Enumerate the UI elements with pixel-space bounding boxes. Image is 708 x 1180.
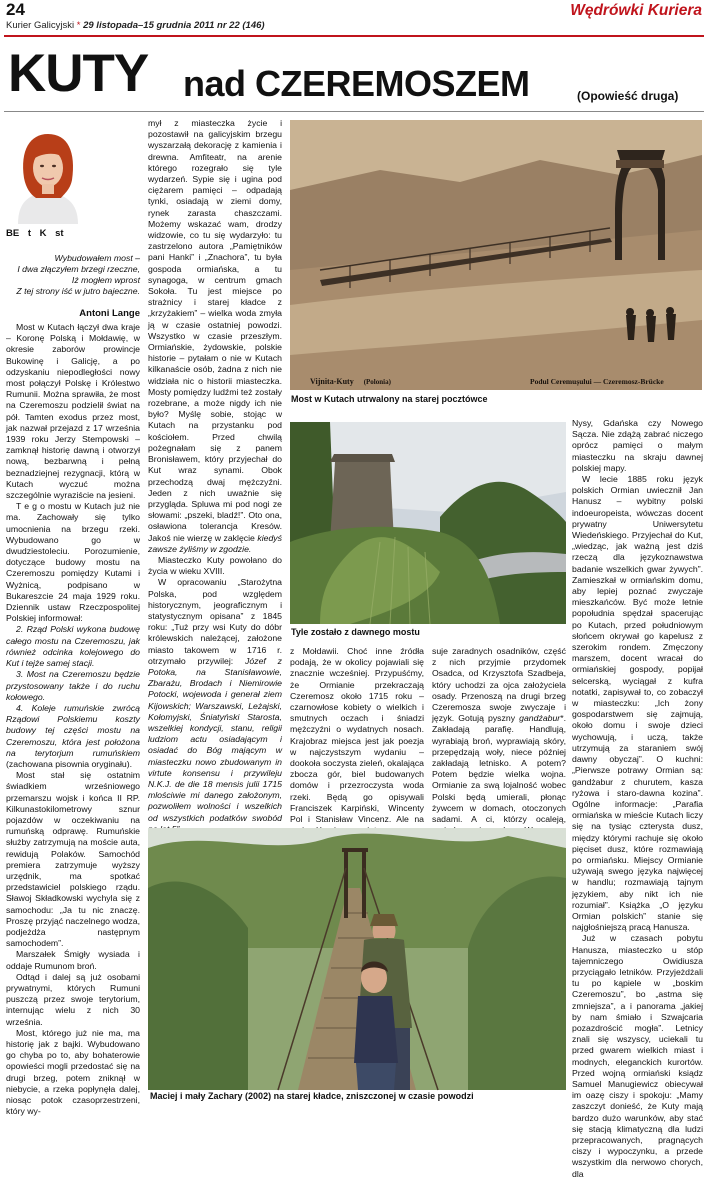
bridge-remains-photo — [290, 422, 566, 624]
dish-name: gandżabur — [515, 713, 561, 724]
article-column-4 — [432, 646, 566, 828]
headline-rest: nad CZEREMOSZEM — [183, 63, 530, 104]
paragraph — [432, 646, 566, 848]
quoted-text: kiedyś zawsze żyliśmy w zgodzie. — [148, 532, 282, 554]
remains-caption: Tyle zostało z dawnego mostu — [291, 627, 420, 637]
headline-kuty: KUTY — [8, 44, 149, 103]
paragraph — [148, 577, 282, 835]
article-column-2 — [148, 118, 282, 826]
paragraph: Most stał się ostatnim świadkiem wrześniowego przemarszu wojsk i końca II RP. Kilkunastokilometrowy sznur pojazdów w oczekiwaniu na rumuńską odprawę. Rumuńskie służby zatrzymują na moście auta, rewidują Polaków. Samochód premiera zatrzymuje wyższy urzędnik, ma spotkać przedstawiciel polskiego rządu. Sławoj Składkowski wychyla się z samochodu: „Ja tu nic znaczę. Proszę przyjąć naczelnego wodza, podjeżdża następnym samochodem”. — [6, 770, 140, 949]
epigraph-line: Z tej strony iść w jutro bajeczne. — [16, 286, 140, 296]
separator-star: * — [76, 20, 81, 31]
postcard-label — [310, 377, 391, 386]
paragraph: Marszałek Śmigły wysiada i oddaje Rumunom broń. — [6, 949, 140, 971]
postcard-caption: Most w Kutach utrwalony na starej pocztówce — [291, 394, 488, 404]
author-name: BE t K st — [6, 228, 64, 239]
paragraph: Nysy, Gdańska czy Nowego Sącza. Nie zdążą zabrać niczego oprócz pamięci o małym miasteczku na skraju dawnej polskiej mapy. — [572, 418, 703, 473]
footbridge-caption: Maciej i mały Zachary (2002) na starej kładce, zniszczonej w czasie powodzi — [150, 1091, 474, 1101]
postcard-label-country: (Polonia) — [363, 378, 391, 386]
header-rule — [4, 35, 704, 37]
postcard-label-place: Vijnita-Kuty — [310, 377, 354, 386]
postcard-label-bridge: Podul Ceremușului — Czeremosz-Brücke — [530, 377, 664, 386]
quoted-paragraph: 3. Most na Czeremoszu będzie przystosowany także i do ruchu kołowego. — [6, 669, 140, 702]
quoted-text: 4. Koleje rumuńskie zwrócą Rządowi Polskiemu koszty budowy tej części mostu na Czeremoszu, która jest położona na terytorjum rumuńskiem — [6, 702, 140, 758]
page-number: 24 — [6, 0, 25, 19]
article-column-3 — [290, 646, 424, 828]
epigraph-line: Iż mogłem wprost — [71, 275, 140, 285]
paragraph-text: *. Zakładają parafię. Handlują, wyrabiają broń, wyprawiają skóry, przepędzają woły, niece później zakładają letnisko. A potem? Potem będzie wielka wojna. Ormianie za swą lojalność wobec Polski będą umierali, płonąc żywcem w domach, otoczonych sadami. A ci, którzy ocaleją, — [432, 713, 566, 825]
paragraph: W lecie 1885 roku język polskich Ormian uwiecznił Jan Hanusz – wybitny polski indoeuropeista, wówczas docent prywatny Uniwersytetu Wiedeńskiego. Przyjechał do Kut, „wiedząc, jak ważną jest dziś rzeczą dla językoznawstwa badanie wszelkich gwar żywych”. Zamieszkał w ormiańskim domu, aby lepiej poznać zwyczaje mieszkańców. Być może letnie popołudnia spędzał spacerując po Kutach, przed południowym słońcem okrywał go kapelusz z szerokim rondem. Zmęczony marszem, docent wracał do ormiańskiej gospody, popijał selcerską, wyciągał z kufra notatki, zapisywał to, co zobaczył w miasteczku: „Ich żony gospodarstwem się zajmują, około domu i swoje dzieci wychowują, i uczą, także utrzymują za staraniem swój dawny obyczaj”. O kuchni: „Pierwsze potrawy Ormian są: gandżabur z churutem, kasza ryżowa i staro-dawna kozina”. Ogólne informacje: „Parafia ormiańska w mieście Kutach liczy się na tysiąc czterysta dusz, między którymi rachuje się około pięciset dusz, które rozmawiają po ormiańsku. Miejscy Ormianie używają swego języka najwięcej w handlu; rozmawiają tajnym językiem, aby nikt ich nie rozumiał”. Książka „O języku Ormian polskich” stanie się najgłośniejszą pracą Hanusza. — [572, 474, 703, 933]
footbridge-photo — [148, 828, 566, 1090]
paragraph — [148, 118, 282, 555]
publication-line — [6, 20, 265, 31]
paragraph: Most, którego już nie ma, ma historię jak z bajki. Wybudowano go chyba po to, aby bohaterowie opowieści mogli przedostać się na drugi brzeg, potem zniknął w niebycie, a rzeka popłynęła dalej, niosąc potok czasoprzestrzeni, który wy- — [6, 1027, 140, 1117]
paragraph-text: suje zaradnych osadników, część z nich przyjmie przydomek Osadca, od Krzysztofa Szadbeja, który uchodzi za ojca założyciela osady. Przenoszą na drugi brzeg Czeremosza swoje zwyczaje i język. Gotują pyszny — [432, 646, 566, 724]
paragraph: z Mołdawii. Choć inne źródła podają, że w okolicy pojawiali się znacznie wcześniej. Przypuśćmy, że Ormianie przekraczają Czeremosz około 1715 roku – czarnowłose kobiety o wielkich i smutnych oczach i śniadzi mężczyźni o wydatnych nosach. Krajobraz miejsca jest jak poezja w najczystszym wydaniu – dookoła soczysta zieleń, okalająca zboczа gór, biel budowanych domów i przezroczysta woda rzeki. Będą go opisywali Franciszek Karpiński, Wincenty Pol i Stanisław Vincenz. Ale na — [290, 646, 424, 825]
paragraph: Już w czasach pobytu Hanusza, miasteczko u stóp tajemniczego Owidiusza przyciągało letników. Przyjeżdżali tu po kąpiele w „boskim Czeremoszu”, bo „astma się zmniejsza”, a i panorama „jakiej by nam śmiało i Szwajcaria pozazdrościć mogła”. Letnicy znali się wszyscy, uciekali tu przed gwarem wielkich miast i modnych, eleganckich kurortów. Przed wojną ormiański ksiądz Samuel Manugiewicz obiecywał im oazę ciszy i spokoju: „Mamy zaszczyt donieść, że Kuty mają bardzo dużo warunków, aby stać się stacją klimatyczną dla ludzi przepracowanych, pragnących ciszy i wypoczynku, a przede wszystkim dla nerwowo chorych, dla — [572, 933, 703, 1179]
author-photo — [6, 128, 88, 224]
section-title: Wędrówki Kuriera — [570, 2, 702, 19]
paragraph: Odtąd i dalej są już osobami prywatnymi, których Rumuni puszczą przez swoje terytorium, internując wielu z nich 30 września. — [6, 971, 140, 1027]
paragraph: T e g o mostu w Kutach już nie ma. Zachowały się tylko umocnienia na brzegu rzeki. Wybudowano go w dwudziestoleciu. Porozumienie, dotyczące budowy mostu na Czeremoszu pomiędzy Kutami i Wyżnicą, podpisano w Bukareszcie 24 maja 1929 roku. Dziennik ustaw Rzeczpospolitej Polskiej informował: — [6, 501, 140, 624]
paragraph: Most w Kutach łączył dwa kraje – Koronę Polską i Mołdawię, w okresie zaborów prowincje Bukowinę i Galicję, a po odzyskaniu niepodległości nowy most połączył Polskę i Królestwo Rumunii. Można sprawiła, że most na Czeremoszu podzielił świat na pół. Tamten exodus przez most, jak nazwał przejazd z 17 września 1939 roku Jerzy Stempowski – zamknął historię dawną i otworzył nową, bezbarwną i pełną beznadziejnej rezygnacji, którą w Kutach wyczuć można szczególnie wyraziście na jesieni. — [6, 322, 140, 501]
title-rule — [4, 111, 704, 112]
quoted-paragraph — [6, 703, 140, 770]
epigraph-line: Wybudowałem most – — [54, 253, 140, 263]
paragraph-text: mył z miasteczka życie i pozostawił na galicyjskim brzegu wyszarzałą dekorację z kamienia i drewna. Amfiteatr, na arenie którego rozegrało się tyle wydarzeń. Sypie się i ugina pod ciężarem pamięci – odpadają tynki, osiadają w ziemi domy, rynek zarasta chaszczami. Możemy wskazać wam, drodzy widzowie, co tu się wydarzyło: tu zastrzelono autora „Pamiętników pani Hanki” i „Znachora”, tu była gospoda ormiańska, a tu synagoga, w centrum gmach Sokoła. Tu jest miejsce po strażnicy i starej kładce z „krzyżakiem” – wielka woda zmyła ją w czasie ostatniej powodzi. Wszystko w czasie przeszłym. Ormiańskie, żydowskie, polskie historie – pytałam o nie w Kutach kilkanaście osób, żadna z nich nie widziała nic o historii miasteczka. Mosty pomiędzy ludźmi też zostały rozebrane, a może nigdy ich nie było? Myślę sobie, stojąc w Kutach na przystanku pod kościołem. Przed chwilą pożegnałam się z panem Bronisławem, który przyjechał do Kut wraz synami. Obok przechodzą dwaj mężczyźni. Jeden z nich uważnie się przygląda. Spluwa mi pod nogi ze słowami: „pszeki, bladź!”. Oto ona, osławiona tolerancja Kresów. Jakoś nie wierzę w zaklęcie — [148, 118, 282, 543]
note-text: (zachowana pisownia oryginału). — [6, 758, 133, 769]
quoted-paragraph: 2. Rząd Polski wykona budowę całego mostu na Czeremoszu, jak również odcinka kolejowego do Kut i tejże samej stacji. — [6, 624, 140, 669]
quoted-text: Józef z Potoka, na Stanisławowie, Zbarażu, Brodach i Niemirowie Potocki, wojewoda i generał ziem Kijowskich; Warszawski, Leżajski, Kołomyjski, Śniatyński Starosta, wszelkiej kondycji, stanu, religii ludziom actu osiadającym i osiadać do Bóg mającym w miasteczku nowo zbudowanym in virtute konsensu i przywileju N.K.J. de die 18 mensis julii 1715 mlościwie mi danego założonym, pozwoliłem wolności i wszelkich od wszystkich podatków swobód — [148, 655, 282, 823]
paragraph-text: W opracowaniu „Starożytna Polska, pod względem historycznym, jeograficznym i statystycznym opisana” z 1845 roku: „Tuż przy wsi Kuty do dóbr królewskich należącej, założone miasto takowem w 1716 r. otrzymało przywilej: — [148, 577, 282, 666]
headline-subtitle: (Opowieść druga) — [577, 89, 679, 103]
epigraph — [6, 253, 140, 297]
postcard-photo — [290, 120, 702, 390]
epigraph-author: Antoni Lange — [79, 308, 140, 319]
article-column-5 — [572, 418, 703, 1179]
epigraph-line: I dwa złączyłem brzegi rzeczne, — [17, 264, 140, 274]
publication-name: Kurier Galicyjski — [6, 20, 75, 31]
issue-info: 29 listopada–15 grudnia 2011 nr 22 (146) — [83, 20, 265, 31]
article-column-1 — [6, 322, 140, 1117]
paragraph: Miasteczko Kuty powołano do życia w wieku XVIII. — [148, 554, 282, 577]
